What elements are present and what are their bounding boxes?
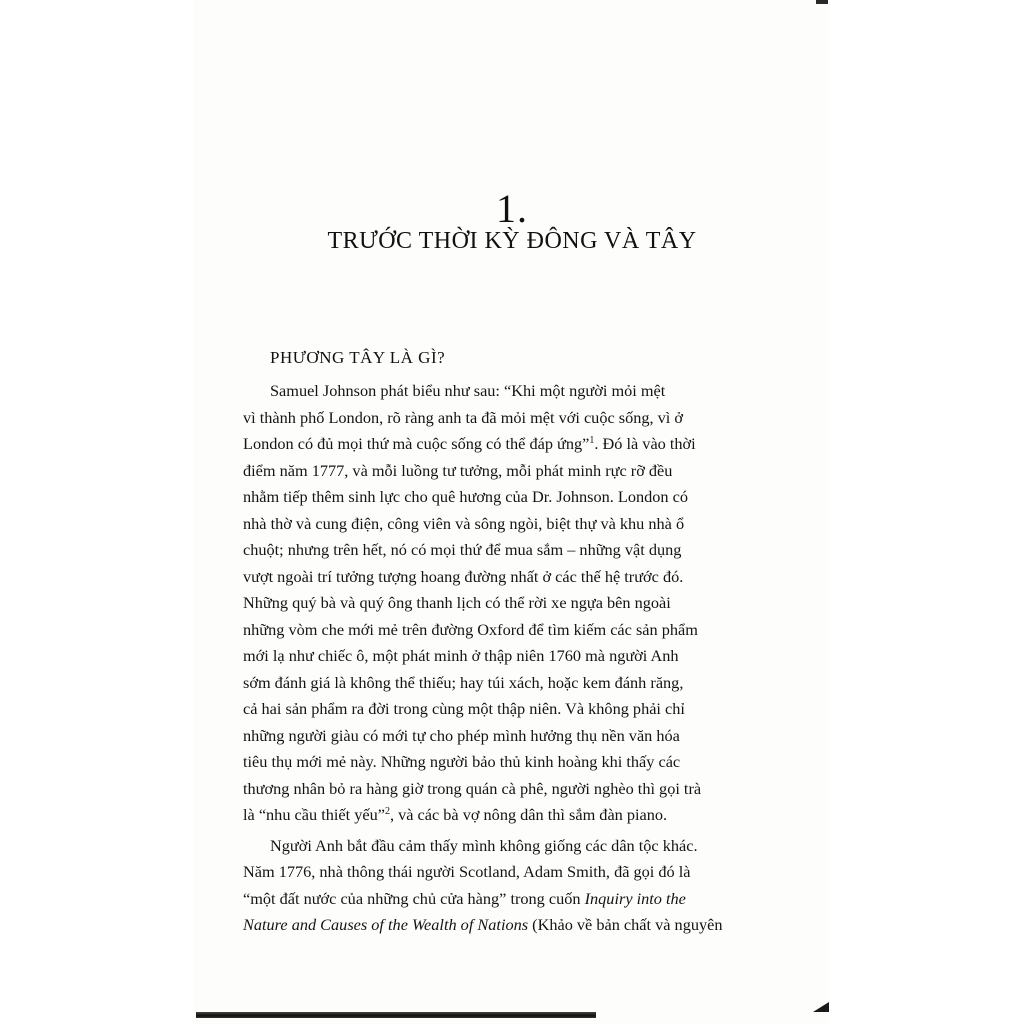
text-line: điểm năm 1777, và mỗi luồng tư tưởng, mỗi phát minh rực rỡ đều [243, 460, 673, 480]
book-title-italic: Nature and Causes of the Wealth of Nations [243, 915, 529, 934]
text-segment: “một đất nước của những chủ cửa hàng” trong cuốn [243, 888, 585, 908]
text-line: vượt ngoài trí tưởng tượng hoang đường nhất ở các thế hệ trước đó. [243, 566, 684, 586]
text-line: Samuel Johnson phát biểu như sau: “Khi một người mỏi mệt [270, 381, 666, 400]
text-line: sớm đánh giá là không thể thiếu; hay túi xách, hoặc kem đánh răng, [243, 672, 684, 692]
footnote-ref-1: 1 [589, 435, 595, 446]
book-title-italic: Inquiry into the [584, 888, 686, 908]
text-line: những vòm che mới mẻ trên đường Oxford để tìm kiếm các sản phẩm [243, 619, 698, 639]
text-line: tiêu thụ mới mẻ này. Những người bảo thủ kinh hoàng khi thấy các [243, 752, 681, 771]
text-segment: , và các bà vợ nông dân thì sắm đàn piano. [389, 805, 668, 824]
paragraph-1 [243, 378, 823, 829]
section-title: PHƯƠNG TÂY LÀ GÌ? [270, 348, 446, 367]
body-text [243, 378, 823, 939]
text-segment: là “nhu cầu thiết yếu” [243, 805, 385, 824]
text-line [243, 431, 823, 458]
text-segment: London có đủ mọi thứ mà cuộc sống có thể đáp ứng” [243, 434, 590, 453]
text-segment: (Khảo về bản chất và nguyên [528, 915, 723, 934]
text-line: Người Anh bắt đầu cảm thấy mình không giống các dân tộc khác. [270, 835, 698, 855]
text-line [243, 912, 823, 939]
text-line: Năm 1776, nhà thông thái người Scotland, Adam Smith, đã gọi đó là [243, 862, 691, 881]
footnote-ref-2: 2 [384, 806, 390, 817]
scan-edge-line-bottom [196, 1012, 596, 1018]
chapter-title: TRƯỚC THỜI KỲ ĐÔNG VÀ TÂY [327, 228, 697, 254]
paragraph-2 [243, 833, 823, 939]
text-line: vì thành phố London, rõ ràng anh ta đã mỏi mệt với cuộc sống, vì ở [243, 407, 683, 427]
text-line: Những quý bà và quý ông thanh lịch có thể rời xe ngựa bên ngoài [243, 593, 671, 612]
text-line [243, 802, 823, 829]
text-line: những người giàu có mới tự cho phép mình hưởng thụ nền văn hóa [243, 725, 680, 745]
text-line [243, 886, 823, 913]
chapter-number: 1. [496, 186, 528, 231]
scan-edge-mark-bottom [813, 1002, 829, 1012]
text-segment: . Đó là vào thời [594, 434, 696, 453]
text-line: cả hai sản phẩm ra đời trong cùng một thập niên. Và không phải chỉ [243, 699, 685, 718]
text-line: mới lạ như chiếc ô, một phát minh ở thập niên 1760 mà người Anh [243, 646, 679, 665]
text-line: thương nhân bỏ ra hàng giờ trong quán cà phê, người nghèo thì gọi trà [243, 778, 702, 798]
text-line: nhà thờ và cung điện, công viên và sông ngòi, biệt thự và khu nhà ổ [243, 513, 685, 533]
text-line: nhằm tiếp thêm sinh lực cho quê hương của Dr. Johnson. London có [243, 487, 688, 506]
text-line: chuột; nhưng trên hết, nó có mọi thứ để mua sắm – những vật dụng [243, 540, 682, 559]
scan-edge-mark-top [816, 0, 828, 4]
